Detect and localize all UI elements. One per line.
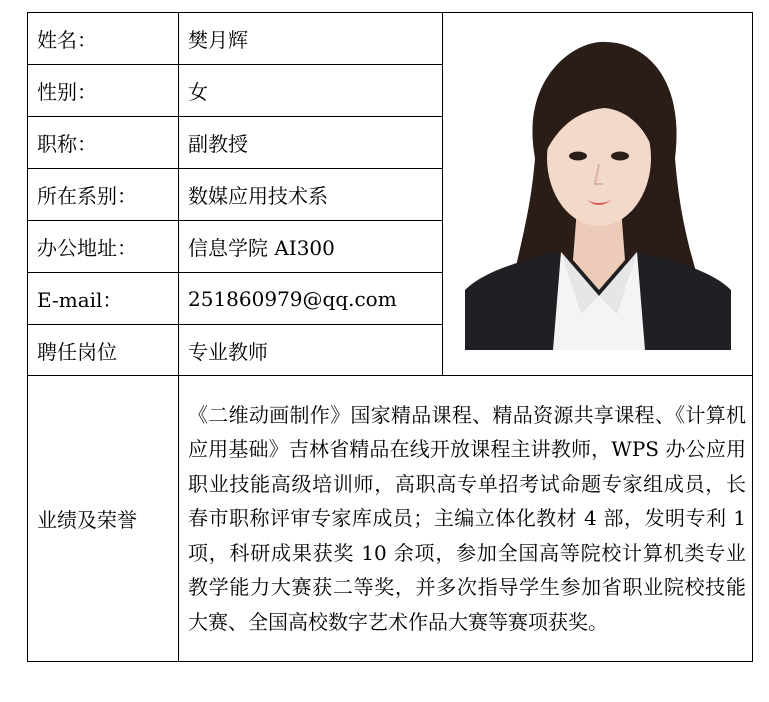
portrait-photo bbox=[465, 38, 731, 350]
photo-cell bbox=[443, 13, 753, 376]
email-value: 251860979@qq.com bbox=[179, 273, 443, 325]
office-label: 办公地址： bbox=[28, 221, 179, 273]
dept-value: 数媒应用技术系 bbox=[179, 169, 443, 221]
honors-value: 《二维动画制作》国家精品课程、精品资源共享课程、《计算机应用基础》吉林省精品在线开放课程主讲教师，WPS 办公应用职业技能高级培训师，高职高专单招考试命题专家组成员，长春市职称评审专家库成员；主编立体化教材 4 部，发明专利 1 项，科研成果获奖 10 余项，参加全国高等院校计算机类专业教学能力大赛获二等奖，并多次指导学生参加省职业院校技能大赛、全国高校数字艺术作品大赛等赛项获奖。 bbox=[179, 376, 753, 662]
email-label: E-mail： bbox=[28, 273, 179, 325]
office-value: 信息学院 AI300 bbox=[179, 221, 443, 273]
profile-table bbox=[27, 12, 753, 662]
title-value: 副教授 bbox=[179, 117, 443, 169]
name-label: 姓名： bbox=[28, 13, 179, 65]
gender-value: 女 bbox=[179, 65, 443, 117]
position-label: 聘任岗位 bbox=[28, 325, 179, 376]
title-label: 职称： bbox=[28, 117, 179, 169]
honors-label: 业绩及荣誉 bbox=[28, 376, 179, 662]
gender-label: 性别： bbox=[28, 65, 179, 117]
name-value: 樊月辉 bbox=[179, 13, 443, 65]
position-value: 专业教师 bbox=[179, 325, 443, 376]
dept-label: 所在系别： bbox=[28, 169, 179, 221]
